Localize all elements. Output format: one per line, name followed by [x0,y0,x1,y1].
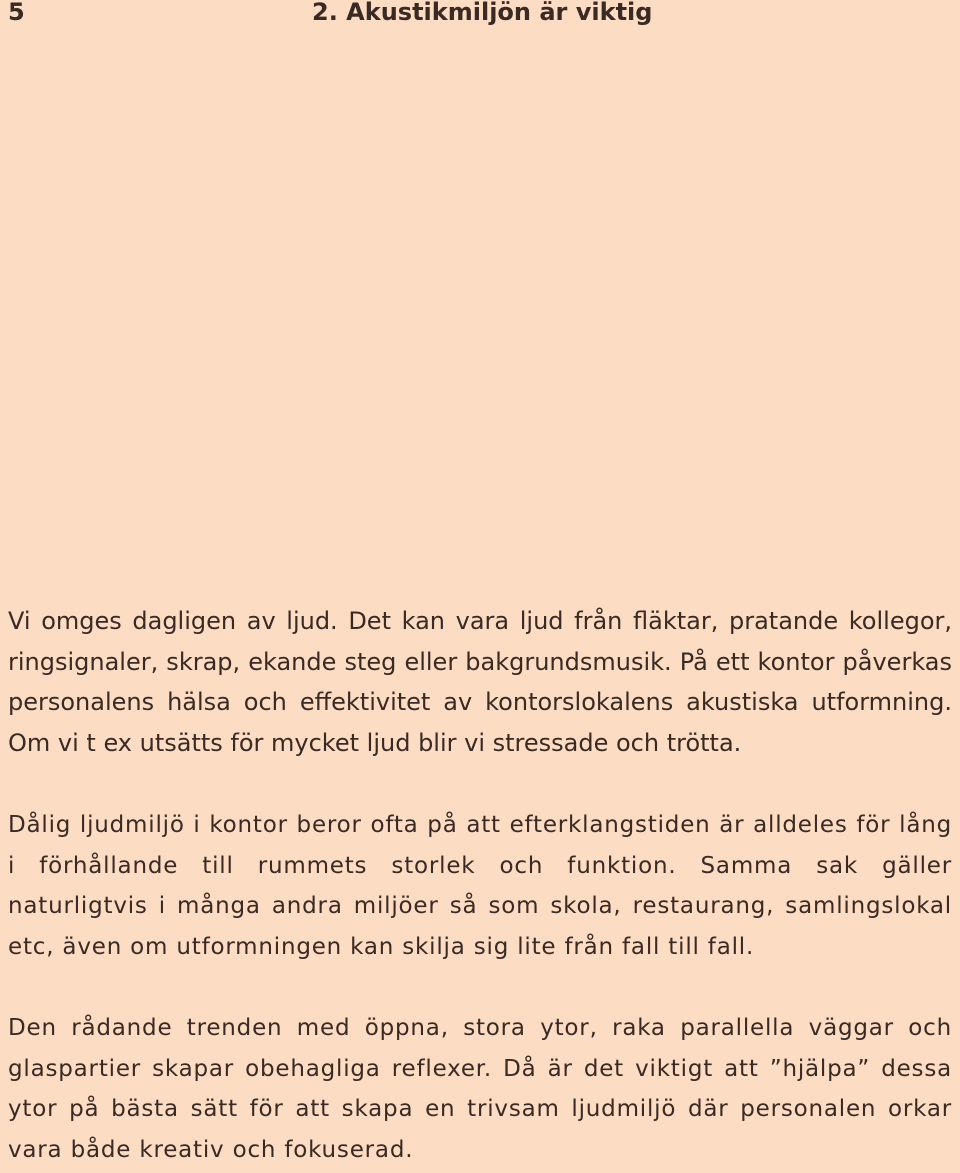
paragraph-3: Den rådande trenden med öppna, stora ytor, raka parallella väggar och glaspartier skapar obehagliga reflexer. Då är det viktigt att ”hjälpa” dessa ytor på bästa sätt för att skapa en trivsam ljudmiljö där personalen orkar vara både kreativ och fokuserad. [8,1014,952,1163]
page-header [8,0,952,32]
paragraph-2: Dålig ljudmiljö i kontor beror ofta på att efterklangstiden är alldeles för lång i förhållande till rummets storlek och funktion. Samma sak gäller naturligtvis i många andra miljöer så som skola, restaurang, samlingslokal etc, även om utformningen kan skilja sig lite från fall till fall. [8,812,952,961]
page-number: 5 [8,0,25,26]
paragraph-1: Vi omges dagligen av ljud. Det kan vara ljud från fläktar, pratande kollegor, ringsignaler, skrap, ekande steg eller bakgrundsmusik. På ett kontor påverkas personalens hälsa och effektivitet av kontorslokalens akustiska utformning. Om vi t ex utsätts för mycket ljud blir vi stressade och trötta. [8,607,952,757]
chapter-title: 2. Akustikmiljön är viktig [312,0,653,26]
body-text [8,601,952,1171]
